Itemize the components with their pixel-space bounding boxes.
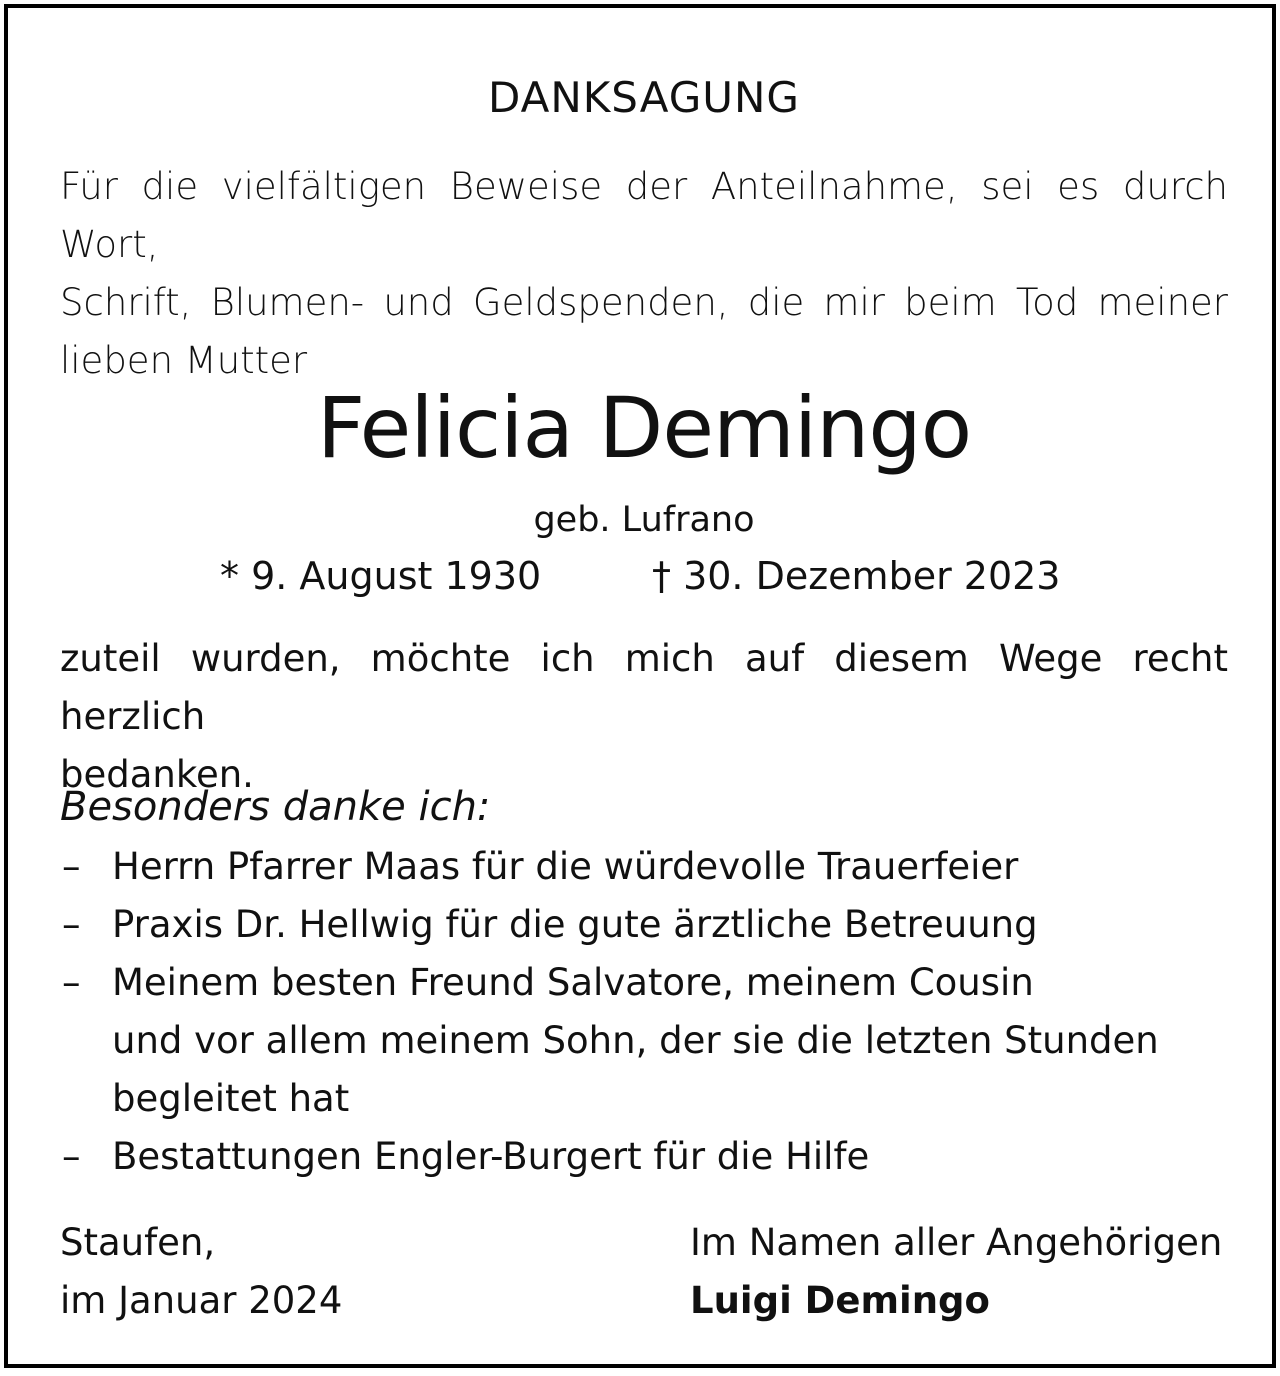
list-dash: – bbox=[62, 1135, 81, 1178]
thanks-heading: Besonders danke ich: bbox=[60, 784, 491, 830]
on-behalf-text: Im Namen aller Angehörigen bbox=[690, 1221, 1223, 1264]
notice-frame bbox=[4, 4, 1276, 1368]
signer-name: Luigi Demingo bbox=[690, 1279, 990, 1322]
thanks-list bbox=[60, 838, 1228, 1186]
list-item bbox=[60, 838, 1228, 896]
list-item bbox=[60, 896, 1228, 954]
closing-line: bedanken. bbox=[60, 753, 254, 796]
intro-line: lieben Mutter bbox=[60, 339, 308, 382]
list-item-text: Herrn Pfarrer Maas für die würdevolle Trauerfeier bbox=[112, 845, 1019, 888]
intro-paragraph bbox=[60, 158, 1228, 390]
intro-line: Für die vielfältigen Beweise der Anteilnahme, sei es durch Wort, bbox=[60, 165, 1228, 266]
list-dash: – bbox=[62, 961, 81, 1004]
life-dates bbox=[60, 550, 1228, 602]
list-item-text: Meinem besten Freund Salvatore, meinem Cousin bbox=[112, 961, 1034, 1004]
date: im Januar 2024 bbox=[60, 1279, 343, 1322]
list-item bbox=[60, 1128, 1228, 1186]
place-and-date bbox=[60, 1214, 342, 1330]
list-item-text: begleitet hat bbox=[112, 1077, 350, 1120]
list-item-text: Bestattungen Engler-Burgert für die Hilfe bbox=[112, 1135, 870, 1178]
list-item-text: Praxis Dr. Hellwig für die gute ärztliche Betreuung bbox=[112, 903, 1038, 946]
death-date: † 30. Dezember 2023 bbox=[652, 554, 1061, 598]
signature-block bbox=[690, 1214, 1222, 1330]
closing-line: zuteil wurden, möchte ich mich auf diesem Wege recht herzlich bbox=[60, 637, 1228, 738]
list-item bbox=[60, 954, 1228, 1128]
list-item-text: und vor allem meinem Sohn, der sie die letzten Stunden bbox=[112, 1019, 1159, 1062]
notice-title: DANKSAGUNG bbox=[488, 73, 800, 122]
place: Staufen, bbox=[60, 1221, 216, 1264]
deceased-name: Felicia Demingo bbox=[316, 379, 972, 477]
intro-line: Schrift, Blumen- und Geldspenden, die mir beim Tod meiner bbox=[60, 281, 1228, 324]
birth-date: * 9. August 1930 bbox=[220, 554, 542, 598]
list-dash: – bbox=[62, 845, 81, 888]
maiden-name: geb. Lufrano bbox=[533, 500, 755, 540]
list-dash: – bbox=[62, 903, 81, 946]
